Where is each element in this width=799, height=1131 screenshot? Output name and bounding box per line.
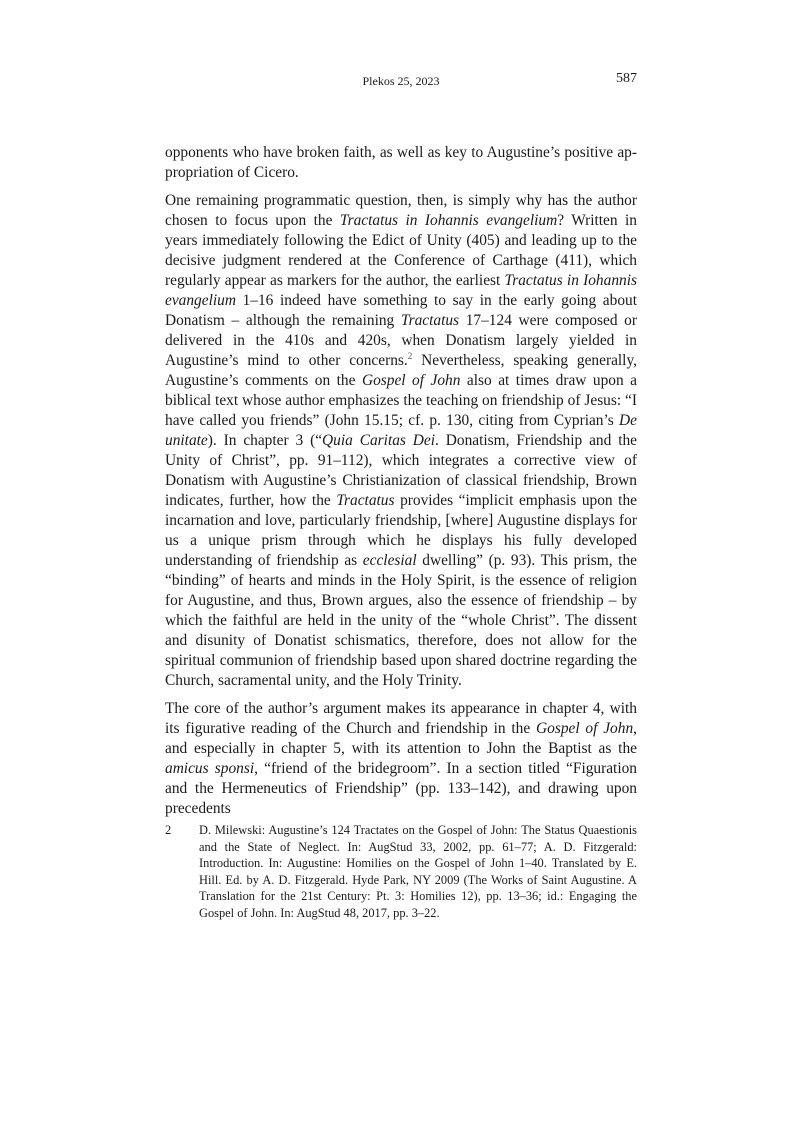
footnote [165,822,637,921]
running-header [165,71,637,92]
paragraph-3 [165,699,637,819]
text-run: dwelling” (p. 93). This prism, the “binding” of hearts and minds in the Holy Spirit, is the essence of religion for Augustine, and thus, Brown argues, also the essence of friendship – by which the faithful are held in the unity of the “whole Christ”. The dissent and disunity of Donatist schismatics, therefore, does not allow for the spiritual communion of friendship based upon shared doctrine regarding the Church, sacramental unity, and the Holy Trinity. [165,552,637,689]
text-run: One remaining programmatic question, then, is simply why has the author chosen to focus upon the [165,192,637,229]
emphasis: ecclesial [362,552,417,569]
journal-citation: Plekos 25, 2023 [362,74,440,88]
work-title: Tractatus [400,312,460,329]
footnote-number: 2 [165,823,172,837]
work-title: Tractatus in Iohannis evangelium [339,212,558,229]
work-title: Quia Caritas Dei [322,432,436,449]
text-run: provides “implicit emphasis upon the incarnation and love, particularly friendship, [where] Augustine displays for us a unique prism through which he displays his fully developed understanding of friendship as [165,492,637,569]
text-run: also at times draw upon a biblical text whose author emphasizes the teaching on friendship of Jesus: “I have called you friends” (John 15.15; cf. p. 130, citing from Cyprian’s [165,372,637,429]
text-run: The core of the author’s argument makes its appearance in chapter 4, with its figurative reading of the Church and friendship in the [165,700,637,737]
text-run: , and especially in chapter 5, with its attention to John the Baptist as the [165,720,637,757]
text-run: Nevertheless, speaking generally, Augustine’s comments on the [165,352,637,389]
text-run: ). In chapter 3 (“ [207,432,323,449]
latin-term: amicus sponsi [165,760,255,777]
work-title: Tractatus [336,492,395,509]
work-title: Tractatus in Iohannis evangelium [165,272,637,309]
page-number: 587 [616,71,637,86]
work-title: Gospel of John [361,372,461,389]
paragraph-2 [165,191,637,691]
text-run: 1–16 indeed have something to say in the early going about Donatism – although the remaining [165,292,637,329]
text-run: 17–124 were composed or delivered in the 410s and 420s, when Donatism largely yielded in Augustine’s mind to other concerns. [165,312,637,369]
footnotes [165,822,637,921]
text-run: , “friend of the bridegroom”. In a section titled “Figuration and the Hermeneutics of Friendship” (pp. 133–142), and drawing upon precedents [165,760,638,817]
text-run: ? Written in years immediately following the Edict of Unity (405) and leading up to the decisive judgment rendered at the Conference of Carthage (411), which regularly appear as markers for the author, the earliest [165,212,638,289]
body-text [165,143,637,827]
work-title: Gospel of John [536,720,634,737]
paragraph-1: opponents who have broken faith, as well as key to Augustine’s positive appropriation of Cicero. [165,144,637,181]
work-title: De unitate [165,412,637,449]
text-run: . Donatism, Friendship and the Unity of Christ”, pp. 91–112), which integrates a corrective view of Donatism with Augustine’s Christianization of classical friendship, Brown indicates, further, how the [165,432,637,509]
footnote-reference[interactable]: 2 [407,351,413,361]
footnote-text: D. Milewski: Augustine’s 124 Tractates on the Gospel of John: The Status Quaestionis and the State of Neglect. In: AugStud 33, 2002, pp. 61–77; A. D. Fitzgerald: Introduction. In: Augustine: Homilies on the Gospel of John 1–40. Translated by E. Hill. Ed. by A. D. Fitzgerald. Hyde Park, NY 2009 (The Works of Saint Augustine. A Translation for the 21st Century: Pt. 3: Homilies 12), pp. 13–36; id.: Engaging the Gospel of John. In: AugStud 48, 2017, pp. 3–22. [199,823,637,920]
